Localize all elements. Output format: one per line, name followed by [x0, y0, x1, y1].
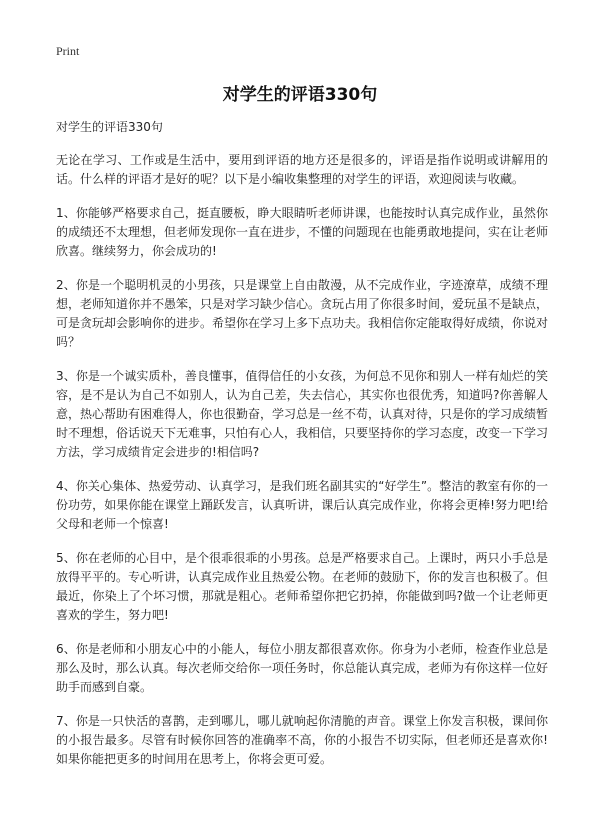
page-title: 对学生的评语330句 [222, 85, 378, 105]
comment-paragraph-3: 3、你是一个诚实质朴，善良懂事，值得信任的小女孩，为何总不见你和别人一样有灿烂的笑容，是不是认为自己不如别人，认为自己差，失去信心，其实你也很优秀，知道吗?你善解人意，热心帮助有困难得人，你也很勤奋，学习总是一丝不苟，认真对待，只是你的学习成绩暂时不理想，俗话说天下无难事，只怕有心人，我相信，只要坚持你的学习态度，改变一下学习方法，学习成绩肯定会进步的!相信吗? [56, 369, 549, 459]
article-body [56, 118, 548, 784]
comment-paragraph-7: 7、你是一只快活的喜鹊，走到哪儿，哪儿就响起你清脆的声音。课堂上你发言积极，课间你的小报告最多。尽管有时候你回答的准确率不高，你的小报告不切实际，但老师还是喜欢你!如果你能把更多的时间用在思考上，你将会更可爱。 [56, 714, 548, 766]
comment-paragraph-6: 6、你是老师和小朋友心中的小能人，每位小朋友都很喜欢你。你身为小老师，检查作业总是那么及时，那么认真。每次老师交给你一项任务时，你总能认真完成，老师为有你这样一位好助手而感到自豪。 [56, 642, 549, 694]
article-subtitle: 对学生的评语330句 [56, 120, 163, 134]
comment-paragraph-5: 5、你在老师的心目中，是个很乖很乖的小男孩。总是严格要求自己。上课时，两只小手总是放得平平的。专心听讲，认真完成作业且热爱公物。在老师的鼓励下，你的发言也积极了。但最近，你染上了个坏习惯，那就是粗心。老师希望你把它扔掉，你能做到吗?做一个让老师更喜欢的学生，努力吧! [56, 551, 549, 622]
intro-paragraph: 无论在学习、工作或是生活中，要用到评语的地方还是很多的，评语是指作说明或讲解用的话。什么样的评语才是好的呢？以下是小编收集整理的对学生的评语，欢迎阅读与收藏。 [56, 153, 548, 186]
comment-paragraph-1: 1、你能够严格要求自己，挺直腰板，睁大眼睛听老师讲课，也能按时认真完成作业，虽然你的成绩还不太理想，但老师发现你一直在进步，不懂的问题现在也能勇敢地提问，实在让老师欣喜。继续努力，你会成功的! [56, 206, 549, 258]
comment-paragraph-2: 2、你是一个聪明机灵的小男孩，只是课堂上自由散漫，从不完成作业，字迹潦草，成绩不理想，老师知道你并不愚笨，只是对学习缺少信心。贪玩占用了你很多时间，爱玩虽不是缺点，可是贪玩却会影响你的进步。希望你在学习上多下点功夫。我相信你定能取得好成绩，你说对吗？ [56, 278, 549, 349]
comment-paragraph-4: 4、你关心集体、热爱劳动、认真学习，是我们班名副其实的“好学生”。整洁的教室有你的一份功劳，如果你能在课堂上踊跃发言，认真听讲，课后认真完成作业，你将会更棒!努力吧!给父母和老师一个惊喜! [56, 479, 548, 531]
print-link[interactable]: Print [56, 44, 80, 58]
